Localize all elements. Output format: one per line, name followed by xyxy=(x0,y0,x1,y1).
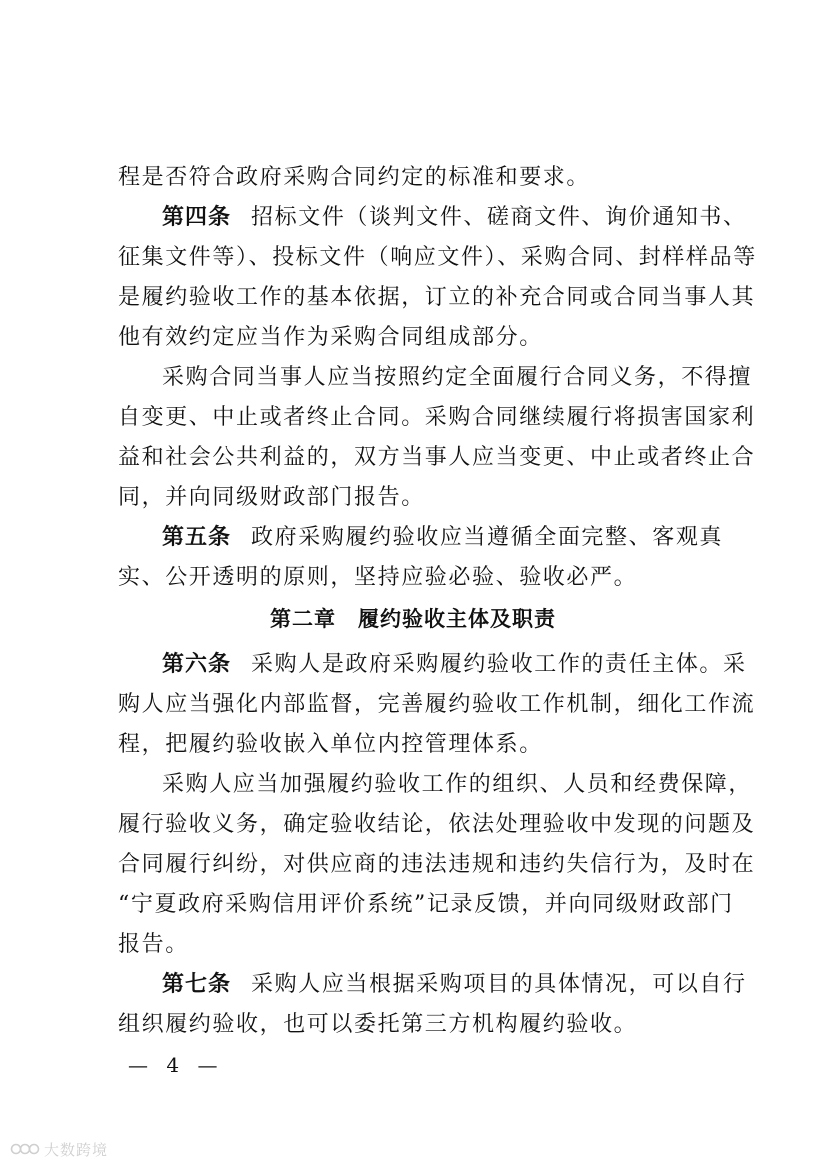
text-line: 履行验收义务，确定验收结论，依法处理验收中发现的问题及 xyxy=(118,812,756,837)
text-line: 采购人应当根据采购项目的具体情况，可以自行 xyxy=(251,972,747,997)
text-line: 同，并向同级财政部门报告。 xyxy=(118,485,425,510)
article-5-paragraph xyxy=(162,523,723,553)
text-line: 他有效约定应当作为采购合同组成部分。 xyxy=(118,325,543,350)
text-line: 购人应当强化内部监督，完善履约验收工作机制，细化工作流 xyxy=(118,692,756,717)
text-line: 程，把履约验收嵌入单位内控管理体系。 xyxy=(118,732,543,757)
text-line: 自变更、中止或者终止合同。采购合同继续履行将损害国家利 xyxy=(118,405,756,430)
watermark-text: 大数跨境 xyxy=(44,1140,109,1159)
text-line: 政府采购履约验收应当遵循全面完整、客观真 xyxy=(251,525,724,550)
article-4-paragraph xyxy=(162,203,747,233)
article-6-paragraph xyxy=(162,650,747,680)
text-line: 是履约验收工作的基本依据，订立的补充合同或合同当事人其 xyxy=(118,285,756,310)
watermark xyxy=(10,1138,108,1160)
page-number: — 4 — xyxy=(128,1053,224,1077)
article-label: 第四条 xyxy=(162,205,232,230)
text-line: 采购人是政府采购履约验收工作的责任主体。采 xyxy=(251,652,747,677)
article-7-paragraph xyxy=(162,970,747,1000)
text-line: 采购合同当事人应当按照约定全面履行合同义务，不得擅 xyxy=(162,365,753,390)
watermark-logo-icon xyxy=(10,1140,40,1158)
text-line: 招标文件（谈判文件、磋商文件、询价通知书、 xyxy=(251,205,747,230)
article-label: 第六条 xyxy=(162,652,232,677)
text-line: 采购人应当加强履约验收工作的组织、人员和经费保障， xyxy=(162,772,753,797)
text-line: 程是否符合政府采购合同约定的标准和要求。 xyxy=(118,165,591,190)
article-label: 第五条 xyxy=(162,525,232,550)
text-line: 合同履行纠纷，对供应商的违法违规和违约失信行为，及时在 xyxy=(118,852,756,877)
text-line: “宁夏政府采购信用评价系统”记录反馈，并向同级财政部门 xyxy=(118,892,734,917)
text-line: 征集文件等）、投标文件（响应文件）、采购合同、封样样品等 xyxy=(118,245,757,270)
text-line: 组织履约验收，也可以委托第三方机构履约验收。 xyxy=(118,1012,638,1037)
article-label: 第七条 xyxy=(162,972,232,997)
text-line: 实、公开透明的原则，坚持应验必验、验收必严。 xyxy=(118,565,638,590)
text-line: 报告。 xyxy=(118,932,189,957)
chapter-heading: 第二章 履约验收主体及职责 xyxy=(270,607,556,631)
text-line: 益和社会公共利益的，双方当事人应当变更、中止或者终止合 xyxy=(118,445,756,470)
